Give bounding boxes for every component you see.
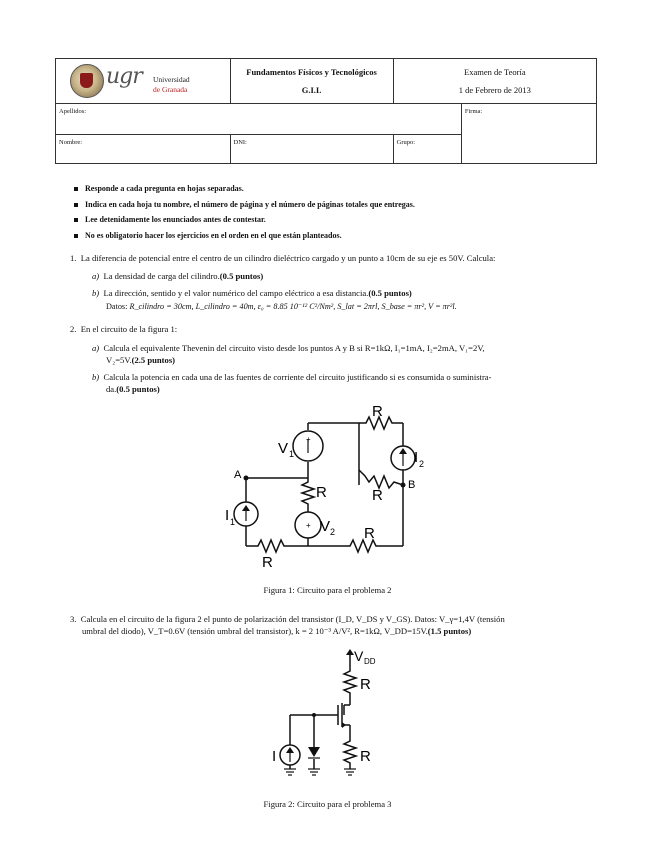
exam-info-cell bbox=[393, 59, 596, 104]
q1a-text: La densidad de carga del cilindro. bbox=[103, 271, 220, 281]
university-logo bbox=[56, 59, 231, 104]
label-r-top: R bbox=[372, 403, 383, 420]
label-i2-sub: 2 bbox=[419, 459, 425, 469]
q1-number: 1. bbox=[70, 253, 77, 263]
label-i1-sub: 1 bbox=[230, 517, 236, 527]
figure-2-caption: Figura 2: Circuito para el problema 3 bbox=[263, 799, 392, 809]
exam-type: Examen de Teoría bbox=[464, 67, 526, 77]
figure-2-circuit bbox=[270, 645, 410, 785]
nombre-field[interactable] bbox=[56, 135, 231, 164]
q1-part-a bbox=[92, 271, 602, 282]
q1-text: La diferencia de potencial entre el centro de un cilindro dieléctrico cargado y un punto a 10cm de su eje es 50V. Calcula: bbox=[80, 253, 496, 263]
instruction-item: Responde a cada pregunta en hojas separadas. bbox=[72, 184, 415, 193]
q1b-text: La dirección, sentido y el valor numérico del campo eléctrico a esa distancia. bbox=[103, 288, 369, 298]
university-crest-icon bbox=[70, 64, 104, 98]
q1b-points: (0.5 puntos) bbox=[368, 288, 412, 298]
grupo-field[interactable] bbox=[393, 135, 461, 164]
question-2 bbox=[70, 324, 600, 335]
instruction-item: Lee detenidamente los enunciados antes de contestar. bbox=[72, 215, 415, 224]
label-i2: I bbox=[414, 449, 419, 466]
q1b-label: b) bbox=[92, 288, 100, 298]
q2-part-a-cont bbox=[106, 355, 606, 366]
q2a-points: (2.5 puntos) bbox=[131, 355, 176, 365]
figure-1-circuit bbox=[200, 400, 460, 575]
question-1 bbox=[70, 253, 600, 264]
label-node-b: B bbox=[408, 479, 416, 491]
q2a-text-1: Calcula el equivalente Thevenin del circuito visto desde los puntos A y B si R=1kΩ, I₁=1mA, I₂=2mA, V₁=2V, bbox=[103, 343, 485, 353]
q1-datos-values: R_cilindro = 30cm, L_cilindro = 40m, ε₀ = 8.85 10⁻¹² C²/Nm², S_lat = 2πrl, S_base = πr², V = πr²l. bbox=[129, 302, 457, 311]
q1a-label: a) bbox=[92, 271, 100, 281]
v2-plus-sign: + bbox=[306, 521, 311, 530]
v1-plus-sign: + bbox=[306, 435, 311, 444]
label-vdd: V bbox=[354, 648, 364, 664]
label-r-bottom-left: R bbox=[262, 554, 273, 571]
subject-title: Fundamentos Físicos y Tecnológicos bbox=[246, 67, 377, 77]
label-r-drain: R bbox=[360, 676, 371, 693]
ugr-logo-text: ugr bbox=[106, 64, 142, 89]
apellidos-field[interactable] bbox=[56, 104, 462, 135]
q2b-points: (0.5 puntos) bbox=[116, 384, 160, 394]
label-v1-sub: 1 bbox=[289, 449, 295, 459]
q1-part-b bbox=[92, 288, 602, 299]
q1a-points: (0.5 puntos) bbox=[219, 271, 264, 281]
q2b-label: b) bbox=[92, 372, 100, 382]
q2a-label: a) bbox=[92, 343, 100, 353]
label-node-a: A bbox=[234, 469, 242, 481]
dni-label: DNI: bbox=[233, 139, 247, 146]
q2-text: En el circuito de la figura 1: bbox=[80, 324, 178, 334]
q3-points: (1.5 puntos) bbox=[427, 626, 472, 636]
label-i: I bbox=[272, 748, 277, 765]
q2a-text-2: V₂=5V. bbox=[106, 355, 132, 365]
firma-field[interactable] bbox=[461, 104, 596, 164]
question-3 bbox=[70, 614, 605, 625]
label-r-center: R bbox=[316, 484, 327, 501]
figure-1-caption: Figura 1: Circuito para el problema 2 bbox=[263, 585, 392, 595]
label-v1: V bbox=[278, 440, 289, 457]
q2-part-a bbox=[92, 343, 604, 354]
q1-datos-label: Datos: bbox=[106, 302, 128, 311]
label-r-source: R bbox=[360, 748, 371, 765]
label-i1: I bbox=[225, 507, 230, 524]
q2-part-b-cont bbox=[106, 384, 606, 395]
question-3-cont bbox=[82, 626, 607, 637]
label-v2-sub: 2 bbox=[330, 527, 336, 537]
q2b-text-1: Calcula la potencia en cada una de las fuentes de corriente del circuito justificando si es consumida o suministra- bbox=[103, 372, 492, 382]
label-r-middle: R bbox=[372, 487, 383, 504]
firma-label: Firma: bbox=[464, 108, 483, 115]
q3-text-1: Calcula en el circuito de la figura 2 el punto de polarización del transistor (I_D, V_DS y V_GS). Datos: V_γ=1,4V (tensión bbox=[80, 614, 505, 624]
q3-number: 3. bbox=[70, 614, 77, 624]
logo-line-2: de Granada bbox=[153, 85, 188, 94]
exam-date: 1 de Febrero de 2013 bbox=[458, 85, 531, 95]
grupo-label: Grupo: bbox=[396, 139, 416, 146]
label-vdd-sub: DD bbox=[364, 657, 376, 666]
exam-header bbox=[55, 58, 597, 164]
q2b-text-2: da. bbox=[106, 384, 117, 394]
instructions-list bbox=[72, 184, 415, 246]
subject-cell bbox=[230, 59, 393, 104]
q3-text-2: umbral del diodo), V_T=0.6V (tensión umbral del transistor), k = 2 10⁻³ A/V², R=1kΩ, V_DD=15V. bbox=[82, 626, 428, 636]
q2-part-b bbox=[92, 372, 604, 383]
q2-number: 2. bbox=[70, 324, 77, 334]
instruction-item: No es obligatorio hacer los ejercicios en el orden en el que están planteados. bbox=[72, 231, 415, 240]
label-r-bottom-right: R bbox=[364, 525, 375, 542]
dni-field[interactable] bbox=[230, 135, 393, 164]
degree: G.I.I. bbox=[301, 85, 322, 95]
label-v2: V bbox=[320, 518, 331, 535]
apellidos-label: Apellidos: bbox=[59, 108, 87, 115]
nombre-label: Nombre: bbox=[59, 139, 83, 146]
logo-line-1: Universidad bbox=[153, 75, 190, 84]
q1-datos bbox=[106, 301, 606, 312]
instruction-item: Indica en cada hoja tu nombre, el número de página y el número de páginas totales que entregas. bbox=[72, 200, 415, 209]
